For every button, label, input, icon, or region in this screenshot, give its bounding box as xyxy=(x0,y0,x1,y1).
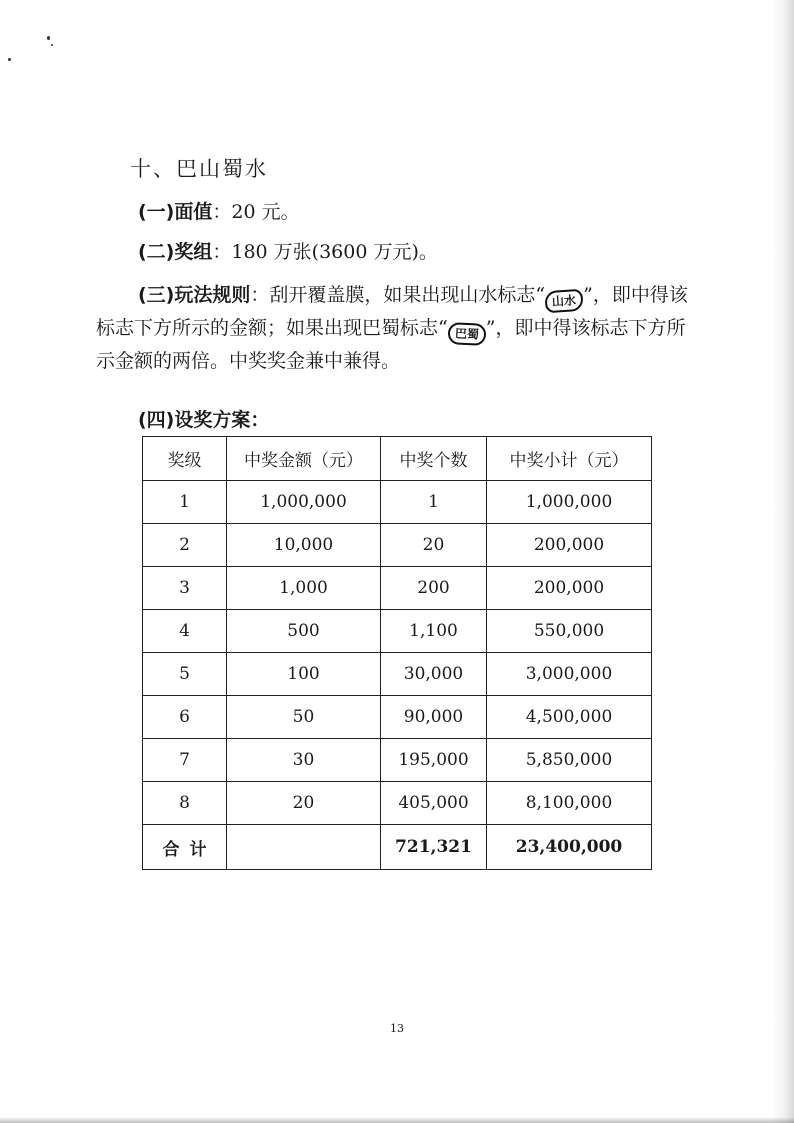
rules-text-2: ”，即中得该标志下方所示的金额；如果出现巴蜀标志“ xyxy=(96,284,688,339)
total-subtotal: 23,400,000 xyxy=(487,825,652,870)
section-title: 十、巴山蜀水 xyxy=(130,157,268,181)
cell-amount: 1,000 xyxy=(227,567,381,610)
total-amount xyxy=(227,825,381,870)
cell-amount: 1,000,000 xyxy=(227,481,381,524)
cell-count: 1,100 xyxy=(381,610,487,653)
table-row xyxy=(143,696,652,739)
cell-level: 3 xyxy=(143,567,227,610)
header-prize-level: 奖级 xyxy=(143,437,227,481)
cell-level: 2 xyxy=(143,524,227,567)
cell-amount: 100 xyxy=(227,653,381,696)
header-winner-count: 中奖个数 xyxy=(381,437,487,481)
header-subtotal: 中奖小计（元） xyxy=(487,437,652,481)
total-count: 721,321 xyxy=(381,825,487,870)
page-number: 13 xyxy=(390,1022,404,1035)
table-row xyxy=(143,653,652,696)
prize-group-text: ：180 万张(3600 万元)。 xyxy=(212,241,438,263)
prize-group-label: (二)奖组 xyxy=(138,241,213,263)
table-row xyxy=(143,481,652,524)
cell-subtotal: 3,000,000 xyxy=(487,653,652,696)
prize-table xyxy=(142,436,652,870)
cell-amount: 500 xyxy=(227,610,381,653)
mountain-water-logo-icon: 山水 xyxy=(544,289,583,314)
scan-shadow-right xyxy=(772,0,794,1123)
cell-amount: 30 xyxy=(227,739,381,782)
cell-level: 7 xyxy=(143,739,227,782)
cell-count: 195,000 xyxy=(381,739,487,782)
scheme-label: (四)设奖方案： xyxy=(138,409,270,431)
cell-level: 6 xyxy=(143,696,227,739)
rules-label: (三)玩法规则 xyxy=(138,284,251,306)
table-row xyxy=(143,610,652,653)
table-total-row xyxy=(143,825,652,870)
cell-level: 5 xyxy=(143,653,227,696)
cell-subtotal: 5,850,000 xyxy=(487,739,652,782)
cell-subtotal: 4,500,000 xyxy=(487,696,652,739)
cell-subtotal: 8,100,000 xyxy=(487,782,652,825)
scan-shadow-bottom xyxy=(0,1117,794,1123)
header-prize-amount: 中奖金额（元） xyxy=(227,437,381,481)
total-label: 合计 xyxy=(143,825,227,870)
cell-subtotal: 550,000 xyxy=(487,610,652,653)
cell-amount: 20 xyxy=(227,782,381,825)
cell-count: 405,000 xyxy=(381,782,487,825)
rules-paragraph xyxy=(96,279,696,377)
prize-group-paragraph xyxy=(96,236,696,268)
table-row xyxy=(143,782,652,825)
cell-amount: 50 xyxy=(227,696,381,739)
table-row xyxy=(143,739,652,782)
table-header-row xyxy=(143,437,652,481)
cell-subtotal: 200,000 xyxy=(487,524,652,567)
table-row xyxy=(143,524,652,567)
cell-count: 90,000 xyxy=(381,696,487,739)
table-row xyxy=(143,567,652,610)
rules-text-1: ：刮开覆盖膜，如果出现山水标志“ xyxy=(250,284,546,306)
cell-subtotal: 1,000,000 xyxy=(487,481,652,524)
cell-level: 1 xyxy=(143,481,227,524)
scan-speck xyxy=(47,36,50,40)
cell-level: 8 xyxy=(143,782,227,825)
scheme-paragraph xyxy=(96,404,696,436)
scan-speck xyxy=(8,58,11,61)
cell-level: 4 xyxy=(143,610,227,653)
face-value-label: (一)面值 xyxy=(138,201,213,223)
bashu-logo-icon: 巴蜀 xyxy=(447,322,486,346)
face-value-paragraph xyxy=(96,196,696,228)
cell-count: 1 xyxy=(381,481,487,524)
cell-count: 30,000 xyxy=(381,653,487,696)
rules-text-3: ”，即中得该标志下方所示金额的两倍。中奖奖金兼中兼得。 xyxy=(96,317,686,372)
cell-count: 200 xyxy=(381,567,487,610)
cell-subtotal: 200,000 xyxy=(487,567,652,610)
cell-count: 20 xyxy=(381,524,487,567)
cell-amount: 10,000 xyxy=(227,524,381,567)
scan-speck xyxy=(51,44,53,46)
face-value-text: ：20 元。 xyxy=(212,201,300,223)
